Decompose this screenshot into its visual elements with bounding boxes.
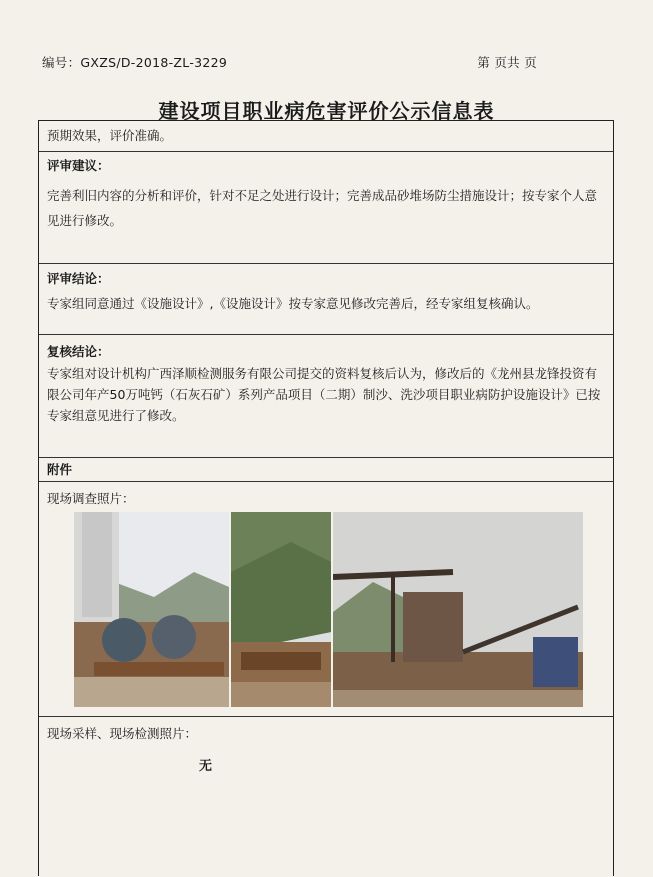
- recheck-conclusion-label: 复核结论：: [47, 344, 110, 359]
- sampling-photos-row: [39, 716, 613, 877]
- attachment-row: [39, 457, 613, 481]
- review-suggestions-row: [39, 151, 613, 263]
- attachment-label: 附件: [47, 462, 73, 477]
- site-photo-2: [231, 512, 331, 707]
- recheck-conclusion-text: 专家组对设计机构广西泽顺检测服务有限公司提交的资料复核后认为，修改后的《龙州县龙锋投资有限公司年产50万吨钙（石灰石矿）系列产品项目（二期）制沙、洗沙项目职业病防护设施设计》已按专家组意见进行了修改。: [47, 366, 601, 423]
- review-suggestions-label: 评审建议：: [47, 158, 110, 173]
- page-info: 第 页共 页: [477, 55, 537, 70]
- page-header: [42, 53, 623, 71]
- review-conclusion-label: 评审结论：: [47, 271, 110, 286]
- site-photos-row: [39, 481, 613, 716]
- sampling-photos-label: 现场采样、现场检测照片：: [47, 726, 198, 741]
- expected-effect-row: [39, 121, 613, 151]
- site-photo-3: [333, 512, 583, 707]
- recheck-conclusion-row: [39, 334, 613, 457]
- review-conclusion-row: [39, 263, 613, 334]
- review-conclusion-text: 专家组同意通过《设施设计》,《设施设计》按专家意见修改完善后，经专家组复核确认。: [47, 296, 539, 311]
- document-title: 建设项目职业病危害评价公示信息表: [158, 99, 495, 123]
- info-table: [38, 120, 614, 876]
- sampling-photos-value: 无: [199, 759, 213, 774]
- site-photos: [69, 512, 589, 712]
- review-suggestions-text: 完善利旧内容的分析和评价，针对不足之处进行设计；完善成品砂堆场防尘措施设计；按专家个人意见进行修改。: [47, 188, 598, 228]
- site-photo-1: [74, 512, 229, 707]
- doc-number: 编号：GXZS/D-2018-ZL-3229: [42, 55, 228, 70]
- site-photos-label: 现场调查照片：: [47, 491, 135, 506]
- expected-effect-text: 预期效果，评价准确。: [47, 128, 173, 143]
